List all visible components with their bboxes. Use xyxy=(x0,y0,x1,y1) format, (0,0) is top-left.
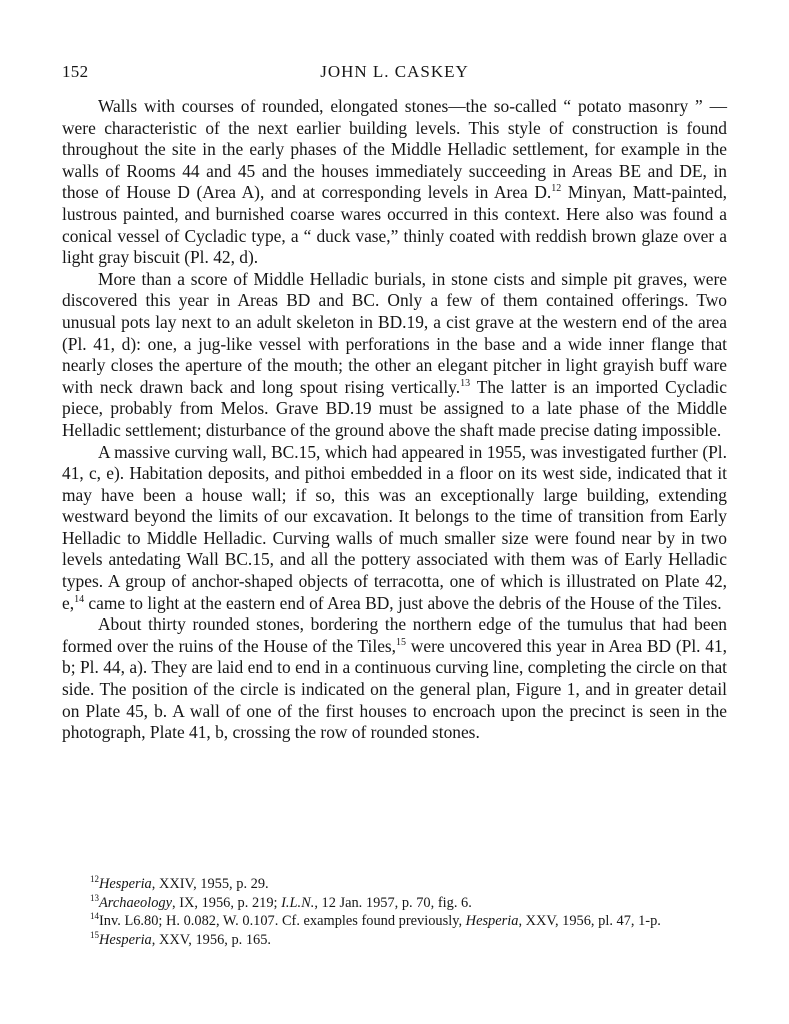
paragraph-rounded-stones: About thirty rounded stones, bordering the northern edge of the tumulus that had been formed over the ruins of the House of the Tiles,$^{15}$ were uncovered this year in Area BD (Pl. 41, b; Pl. 44, a). They are laid end to end in a continuous curving line, completing the circle on that side. The position of the circle is indicated on the general plan, Figure 1, and in greater detail on Plate 45, b. A wall of one of the first houses to encroach upon the precinct is seen in the photograph, Plate 41, b, crossing the row of rounded stones. xyxy=(62,614,727,743)
footnote-ref-15: 15 xyxy=(396,637,407,649)
paragraph-potato-masonry: Walls with courses of rounded, elongated stones—the so-called “ potato masonry ” —were characteristic of the next earlier building levels. This style of construction is found throughout the site in the early phases of the Middle Helladic settlement, for example in the walls of Rooms 44 and 45 and the houses immediately succeeding in Areas BE and DE, in those of House D (Area A), and at corresponding levels in Area D.$^{12}$ Minyan, Matt-painted, lustrous painted, and burnished coarse wares occurred in this context. Here also was found a conical vessel of Cycladic type, a “ duck vase,” thinly coated with reddish brown glaze over a light gray biscuit (Pl. 42, d). xyxy=(62,96,727,268)
running-head-author: JOHN L. CASKEY xyxy=(320,62,469,81)
footnotes xyxy=(62,875,727,949)
article-body xyxy=(62,96,727,744)
footnote-15: $^{15}$Hesperia, XXV, 1956, p. 165. xyxy=(90,929,272,948)
footnote-12: $^{12}$Hesperia, XXIV, 1955, p. 29. xyxy=(90,874,269,892)
footnote-14: $^{14}$Inv. L6.80; H. 0.082, W. 0.107. Cf. examples found previously, Hesperia, XXV, 1956, pl. 47, 1-p. xyxy=(90,911,661,930)
paragraph-burials: More than a score of Middle Helladic burials, in stone cists and simple pit graves, were discovered this year in Areas BD and BC. Only a few of them contained offerings. Two unusual pots lay next to an adult skeleton in BD.19, a cist grave at the western end of the area (Pl. 41, d): one, a jug-like vessel with perforations in the base and a wide inner flange that nearly closes the aperture of the mouth; the other an elegant pitcher in light grayish buff ware with neck drawn back and long spout rising vertically.$^{13}$ The latter is an imported Cycladic piece, probably from Melos. Grave BD.19 must be assigned to a late phase of the Middle Helladic settlement; disturbance of the ground above the shaft made precise dating impossible. xyxy=(62,268,727,440)
footnote-ref-12: 12 xyxy=(551,183,562,195)
page-header xyxy=(62,62,727,86)
page-number: 152 xyxy=(62,62,89,81)
footnote-ref-13: 13 xyxy=(460,377,471,389)
footnote-ref-14: 14 xyxy=(74,593,85,605)
footnote-13: $^{13}$Archaeology, IX, 1956, p. 219; I.L.N., 12 Jan. 1957, p. 70, fig. 6. xyxy=(90,892,472,911)
paragraph-curving-wall: A massive curving wall, BC.15, which had appeared in 1955, was investigated further (Pl. 41, c, e). Habitation deposits, and pithoi embedded in a floor on its west side, indicated that it may have been a house wall; if so, this was an exceptionally large building, extending westward beyond the limits of our excavation. It belongs to the time of transition from Early Helladic to Middle Helladic. Curving walls of much smaller size were found near by in two levels antedating Wall BC.15, and all the pottery associated with them was of Early Helladic types. A group of anchor-shaped objects of terracotta, one of which is illustrated on Plate 42, e,$^{14}$ came to light at the eastern end of Area BD, just above the debris of the House of the Tiles. xyxy=(62,441,727,613)
